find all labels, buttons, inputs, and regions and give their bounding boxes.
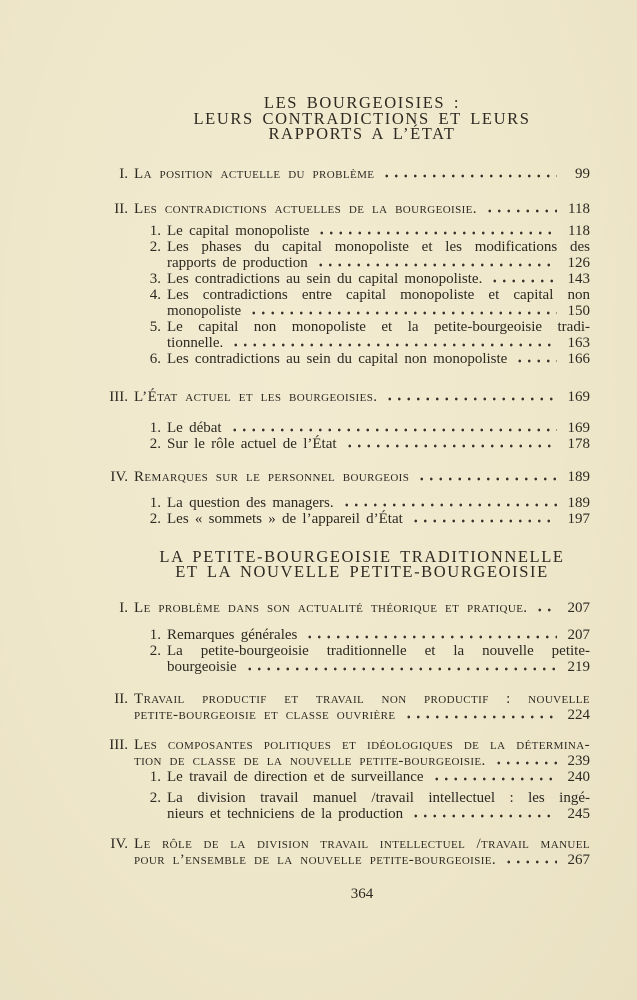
toc-entry-text: Le travail de direction et de surveillance <box>167 768 424 785</box>
toc-subentry <box>0 643 590 659</box>
toc-entry-number: 1. <box>149 419 161 436</box>
toc-entry-number: 2. <box>149 642 161 659</box>
toc-entry-number: 1. <box>149 222 161 239</box>
toc-entry-text: pour l’ensemble de la nouvelle petite-bourgeoisie. <box>134 851 497 868</box>
toc-entry-number: 1. <box>149 768 161 785</box>
toc-entry <box>0 691 590 707</box>
toc-entry-number: I. <box>119 599 128 616</box>
dot-leader <box>315 255 557 271</box>
toc-entry-text: Remarques sur le personnel bourgeois <box>134 468 410 485</box>
toc-entry-number: 2. <box>149 789 161 806</box>
toc-entry <box>0 737 590 753</box>
toc-entry-page: 239 <box>567 752 590 769</box>
toc-entry-text: tionnelle. <box>167 334 224 351</box>
toc-entry-text: La position actuelle du problème <box>134 165 375 182</box>
toc-entry-page: 169 <box>567 388 590 405</box>
toc-entry-number: 6. <box>149 350 161 367</box>
toc-entry-text: nieurs et techniciens de la production <box>167 805 404 822</box>
toc-entry-number <box>0 806 161 822</box>
toc-entry-number <box>0 659 161 675</box>
dot-leader <box>410 511 557 527</box>
toc-entry-text: Travail productif et travail non productif : nouvelle <box>134 690 590 707</box>
dot-leader <box>493 753 557 769</box>
section-title-bourgeoisies <box>134 95 590 142</box>
toc-entry-text: Les contradictions au sein du capital non monopoliste <box>167 350 508 367</box>
toc-entry-page: 99 <box>575 165 590 182</box>
toc-entry-page: 178 <box>567 435 590 452</box>
dot-leader <box>534 600 557 616</box>
toc-entry-text: La petite-bourgeoisie traditionnelle et la nouvelle petite- <box>167 642 590 659</box>
toc-subentry <box>0 627 590 643</box>
toc-entry-page: 163 <box>567 334 590 351</box>
title-line: ET LA NOUVELLE PETITE-BOURGEOISIE <box>175 562 549 581</box>
toc-entry-text: Les contradictions au sein du capital monopoliste. <box>167 270 483 287</box>
toc-entry-continuation <box>0 753 590 769</box>
dot-leader <box>344 436 557 452</box>
toc-entry-number: 4. <box>149 286 161 303</box>
toc-entry <box>0 389 590 405</box>
toc-entry-page: 197 <box>567 510 590 527</box>
section-title-petite-bourgeoisie <box>134 546 590 581</box>
toc-subentry <box>0 287 590 303</box>
dot-leader <box>416 469 557 485</box>
toc-entry <box>0 836 590 852</box>
dot-leader <box>403 707 557 723</box>
toc-entry-text: Le problème dans son actualité théorique et pratique. <box>134 599 528 616</box>
toc-entry-number: 2. <box>149 238 161 255</box>
toc-section-2 <box>0 600 637 868</box>
toc-entry-page: 240 <box>567 768 590 785</box>
toc-entry-text: L’État actuel et les bourgeoisies. <box>134 388 378 405</box>
toc-subentry <box>0 271 590 287</box>
toc-entry-continuation <box>0 852 590 868</box>
title-line: LA PETITE-BOURGEOISIE TRADITIONNELLE <box>159 546 565 566</box>
toc-subentry <box>0 436 590 452</box>
toc-entry-text: Le rôle de la division travail intellectuel /travail manuel <box>134 835 590 852</box>
dot-leader <box>384 389 557 405</box>
toc-entry-text: rapports de production <box>167 254 308 271</box>
toc-subentry <box>0 223 590 239</box>
dot-leader <box>410 806 557 822</box>
dot-leader <box>230 335 557 351</box>
dot-leader <box>514 351 557 367</box>
toc-entry-text: Remarques générales <box>167 626 298 643</box>
toc-entry-number: I. <box>119 165 128 182</box>
toc-entry-text: monopoliste <box>167 302 242 319</box>
toc-entry-text: tion de classe de la nouvelle petite-bourgeoisie. <box>134 752 486 769</box>
toc-entry-text: Les contradictions actuelles de la bourgeoisie. <box>134 200 477 217</box>
toc-entry-text: bourgeoisie <box>167 658 237 675</box>
toc-subentry-continuation <box>0 335 590 351</box>
toc-subentry <box>0 319 590 335</box>
toc-subentry-continuation <box>0 659 590 675</box>
dot-leader <box>503 852 557 868</box>
toc-entry-page: 207 <box>567 599 590 616</box>
toc-entry-page: 219 <box>567 658 590 675</box>
dot-leader <box>341 495 557 511</box>
toc-entry-number: 2. <box>149 435 161 452</box>
toc-subentry <box>0 769 590 785</box>
toc-entry-text: La question des managers. <box>167 494 334 511</box>
toc-subentry <box>0 351 590 367</box>
toc-entry-text: Les phases du capital monopoliste et les modifications des <box>167 238 590 255</box>
toc-subentry <box>0 511 590 527</box>
dot-leader <box>304 627 557 643</box>
toc-entry-number <box>0 335 161 351</box>
toc-entry-page: 118 <box>568 200 590 217</box>
dot-leader <box>244 659 557 675</box>
toc-subentry-continuation <box>0 255 590 271</box>
toc-entry-page: 150 <box>567 302 590 319</box>
toc-entry-number <box>0 255 161 271</box>
toc-entry <box>0 166 590 182</box>
toc-entry-page: 189 <box>567 468 590 485</box>
toc-entry-page: 143 <box>567 270 590 287</box>
toc-subentry <box>0 420 590 436</box>
page-number: 364 <box>350 885 374 902</box>
toc-entry-page: 207 <box>567 626 590 643</box>
toc-entry-number <box>0 303 161 319</box>
toc-entry-page: 245 <box>567 805 590 822</box>
dot-leader <box>316 223 557 239</box>
toc-subentry <box>0 239 590 255</box>
toc-entry-number: II. <box>114 690 128 707</box>
toc-entry <box>0 469 590 485</box>
toc-section-1 <box>0 166 637 527</box>
toc-entry-page: 169 <box>567 419 590 436</box>
toc-entry-number: IV. <box>110 835 128 852</box>
toc-entry-number: 2. <box>149 510 161 527</box>
toc-entry-page: 126 <box>567 254 590 271</box>
toc-entry-page: 224 <box>567 706 590 723</box>
toc-entry-text: Le débat <box>167 419 222 436</box>
toc-subentry-continuation <box>0 806 590 822</box>
toc-entry-page: 267 <box>567 851 590 868</box>
toc-entry-text: Les « sommets » de l’appareil d’État <box>167 510 403 527</box>
toc-entry-number: 5. <box>149 318 161 335</box>
title-line: RAPPORTS A L’ÉTAT <box>268 124 456 143</box>
toc-subentry <box>0 495 590 511</box>
toc-entry <box>0 600 590 616</box>
toc-entry-number: 3. <box>149 270 161 287</box>
toc-entry-number: III. <box>109 736 128 753</box>
toc-entry <box>0 201 590 217</box>
toc-entry-text: Le capital non monopoliste et la petite-bourgeoisie tradi- <box>167 318 590 335</box>
dot-leader <box>381 166 557 182</box>
toc-subentry-continuation <box>0 303 590 319</box>
dot-leader <box>248 303 557 319</box>
toc-entry-text: Le capital monopoliste <box>167 222 310 239</box>
dot-leader <box>489 271 557 287</box>
toc-entry-text: petite-bourgeoisie et classe ouvrière <box>134 706 396 723</box>
dot-leader <box>431 769 557 785</box>
toc-entry-number <box>0 753 128 769</box>
toc-entry-number: 1. <box>149 626 161 643</box>
toc-entry-number: III. <box>109 388 128 405</box>
title-line: LES BOURGEOISIES : <box>263 93 461 112</box>
toc-entry-text: Les composantes politiques et idéologiques de la détermina- <box>134 736 590 753</box>
toc-entry-number <box>0 852 128 868</box>
toc-entry-page: 166 <box>567 350 590 367</box>
dot-leader <box>229 420 557 436</box>
toc-entry-number: II. <box>114 200 128 217</box>
toc-subentry <box>0 790 590 806</box>
toc-entry-number: 1. <box>149 494 161 511</box>
toc-entry-text: Sur le rôle actuel de l’État <box>167 435 337 452</box>
toc-entry-continuation <box>0 707 590 723</box>
toc-entry-page: 118 <box>568 222 590 239</box>
dot-leader <box>484 201 557 217</box>
toc-entry-number <box>0 707 128 723</box>
toc-entry-page: 189 <box>567 494 590 511</box>
title-line: LEURS CONTRADICTIONS ET LEURS <box>193 108 531 128</box>
toc-entry-text: Les contradictions entre capital monopoliste et capital non <box>167 286 590 303</box>
toc-entry-number: IV. <box>110 468 128 485</box>
toc-entry-text: La division travail manuel /travail intellectuel : les ingé- <box>167 789 590 806</box>
